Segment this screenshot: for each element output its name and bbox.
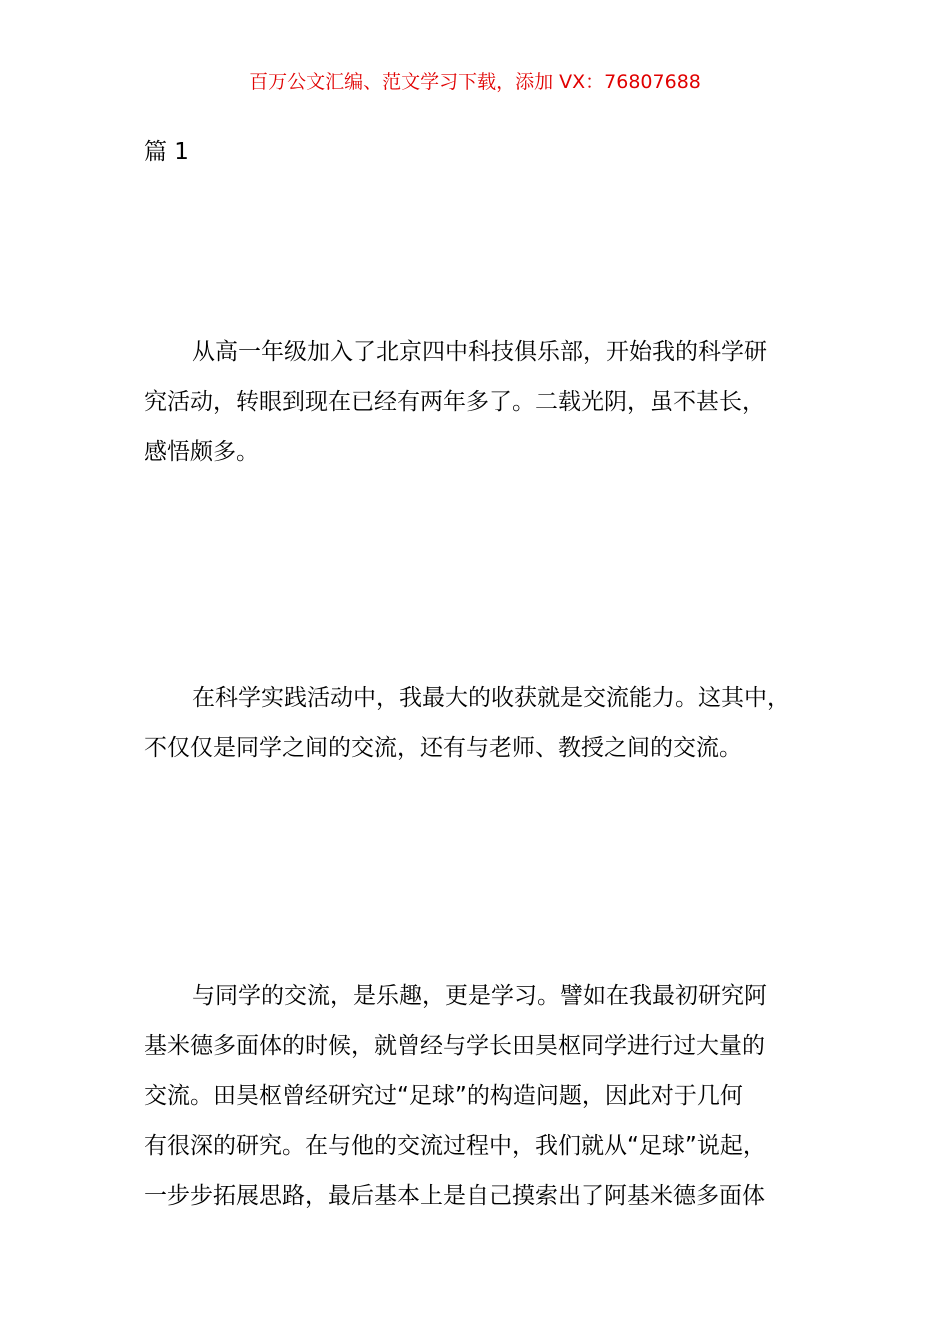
paragraph-line: 从高一年级加入了北京四中科技俱乐部，开始我的科学研	[192, 339, 767, 365]
watermark-header: 百万公文汇编、范文学习下载，添加 VX：76807688	[249, 71, 701, 93]
paragraph-1	[144, 327, 824, 477]
paragraph-2	[144, 673, 824, 773]
paragraph-line: 在科学实践活动中，我最大的收获就是交流能力。这其中，	[192, 685, 790, 711]
paragraph-line: 有很深的研究。在与他的交流过程中，我们就从“足球”说起，	[144, 1133, 766, 1159]
paragraph-3	[144, 971, 824, 1221]
paragraph-line: 与同学的交流，是乐趣，更是学习。譬如在我最初研究阿	[192, 983, 767, 1009]
section-title: 篇 1	[144, 139, 189, 165]
paragraph-line: 基米德多面体的时候，就曾经与学长田昊枢同学进行过大量的	[144, 1033, 765, 1059]
paragraph-line: 感悟颇多。	[144, 439, 259, 465]
paragraph-line: 究活动，转眼到现在已经有两年多了。二载光阴，虽不甚长，	[144, 389, 765, 415]
paragraph-line: 不仅仅是同学之间的交流，还有与老师、教授之间的交流。	[144, 735, 742, 761]
paragraph-line: 交流。田昊枢曾经研究过“足球”的构造问题，因此对于几何	[144, 1083, 743, 1109]
paragraph-line: 一步步拓展思路，最后基本上是自己摸索出了阿基米德多面体	[144, 1183, 765, 1209]
